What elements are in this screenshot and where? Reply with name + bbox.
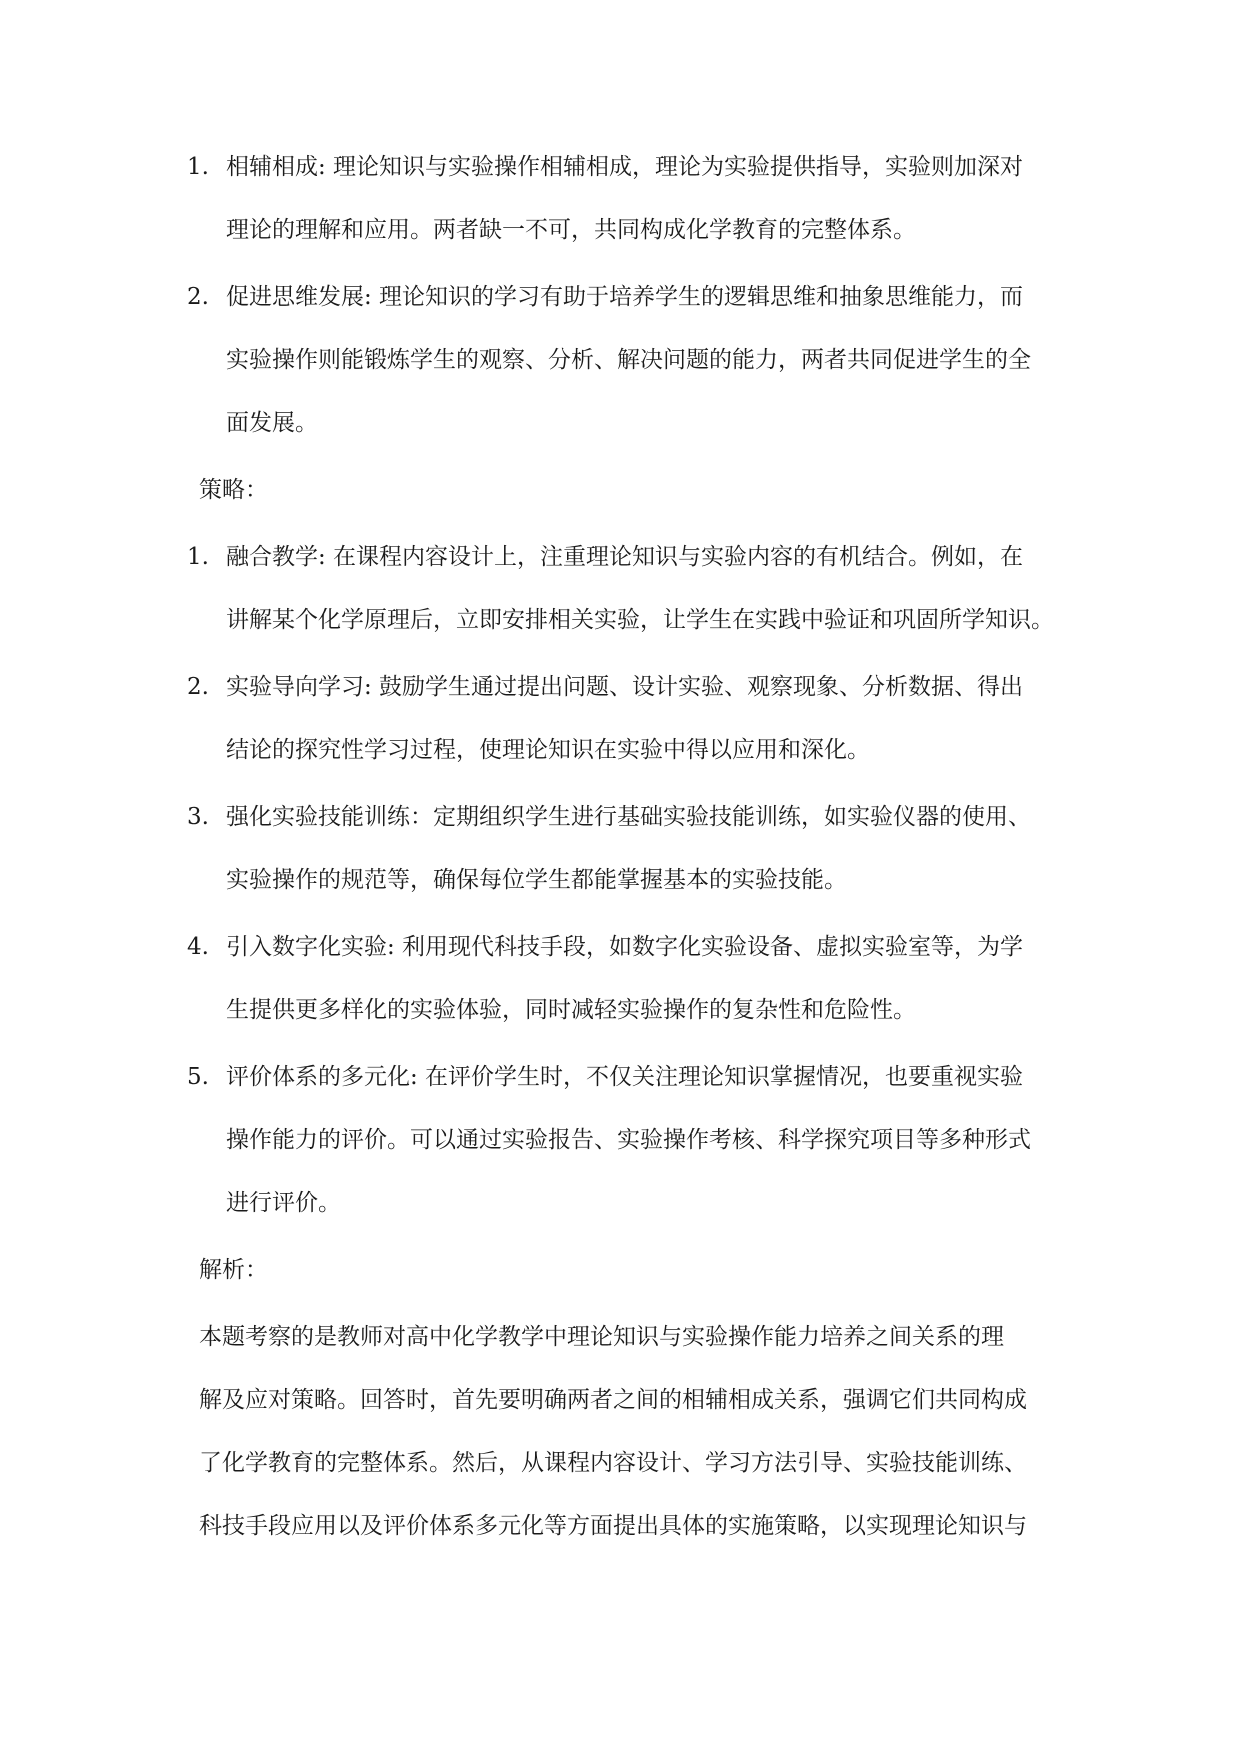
analysis-paragraph-line: 解及应对策略。回答时，首先要明确两者之间的相辅相成关系，强调它们共同构成: [199, 1387, 1027, 1413]
list-item-number: 1.: [187, 544, 209, 570]
list-item-line: 相辅相成: 理论知识与实验操作相辅相成，理论为实验提供指导，实验则加深对: [226, 154, 1024, 180]
analysis-paragraph-line: 本题考察的是教师对高中化学教学中理论知识与实验操作能力培养之间关系的理: [199, 1324, 1004, 1350]
analysis-paragraph-line: 科技手段应用以及评价体系多元化等方面提出具体的实施策略，以实现理论知识与: [199, 1513, 1027, 1539]
list-item-number: 3.: [187, 804, 209, 830]
list-item-line: 强化实验技能训练：定期组织学生进行基础实验技能训练，如实验仪器的使用、: [226, 804, 1031, 830]
list-item-line: 实验操作的规范等，确保每位学生都能掌握基本的实验技能。: [226, 867, 847, 893]
list-item-number: 2.: [187, 674, 209, 700]
list-item-number: 1.: [187, 154, 209, 180]
list-item-number: 2.: [187, 284, 209, 310]
list-item-line: 讲解某个化学原理后，立即安排相关实验，让学生在实践中验证和巩固所学知识。: [226, 607, 1054, 633]
list-item-line: 促进思维发展: 理论知识的学习有助于培养学生的逻辑思维和抽象思维能力，而: [226, 284, 1024, 310]
strategy-heading: 策略：: [199, 477, 268, 503]
analysis-paragraph-line: 了化学教育的完整体系。然后，从课程内容设计、学习方法引导、实验技能训练、: [199, 1450, 1027, 1476]
list-item-line: 结论的探究性学习过程，使理论知识在实验中得以应用和深化。: [226, 737, 870, 763]
list-item-line: 进行评价。: [226, 1190, 341, 1216]
analysis-heading: 解析：: [199, 1257, 268, 1283]
list-item-line: 生提供更多样化的实验体验，同时减轻实验操作的复杂性和危险性。: [226, 997, 916, 1023]
list-item-line: 融合教学: 在课程内容设计上，注重理论知识与实验内容的有机结合。例如，在: [226, 544, 1024, 570]
list-item-number: 4.: [187, 934, 209, 960]
list-item-line: 操作能力的评价。可以通过实验报告、实验操作考核、科学探究项目等多种形式: [226, 1127, 1031, 1153]
list-item-line: 实验导向学习: 鼓励学生通过提出问题、设计实验、观察现象、分析数据、得出: [226, 674, 1024, 700]
list-item-line: 理论的理解和应用。两者缺一不可，共同构成化学教育的完整体系。: [226, 217, 916, 243]
list-item-line: 面发展。: [226, 410, 318, 436]
list-item-line: 引入数字化实验: 利用现代科技手段，如数字化实验设备、虚拟实验室等，为学: [226, 934, 1024, 960]
list-item-line: 实验操作则能锻炼学生的观察、分析、解决问题的能力，两者共同促进学生的全: [226, 347, 1031, 373]
list-item-line: 评价体系的多元化: 在评价学生时，不仅关注理论知识掌握情况，也要重视实验: [226, 1064, 1024, 1090]
list-item-number: 5.: [187, 1064, 209, 1090]
